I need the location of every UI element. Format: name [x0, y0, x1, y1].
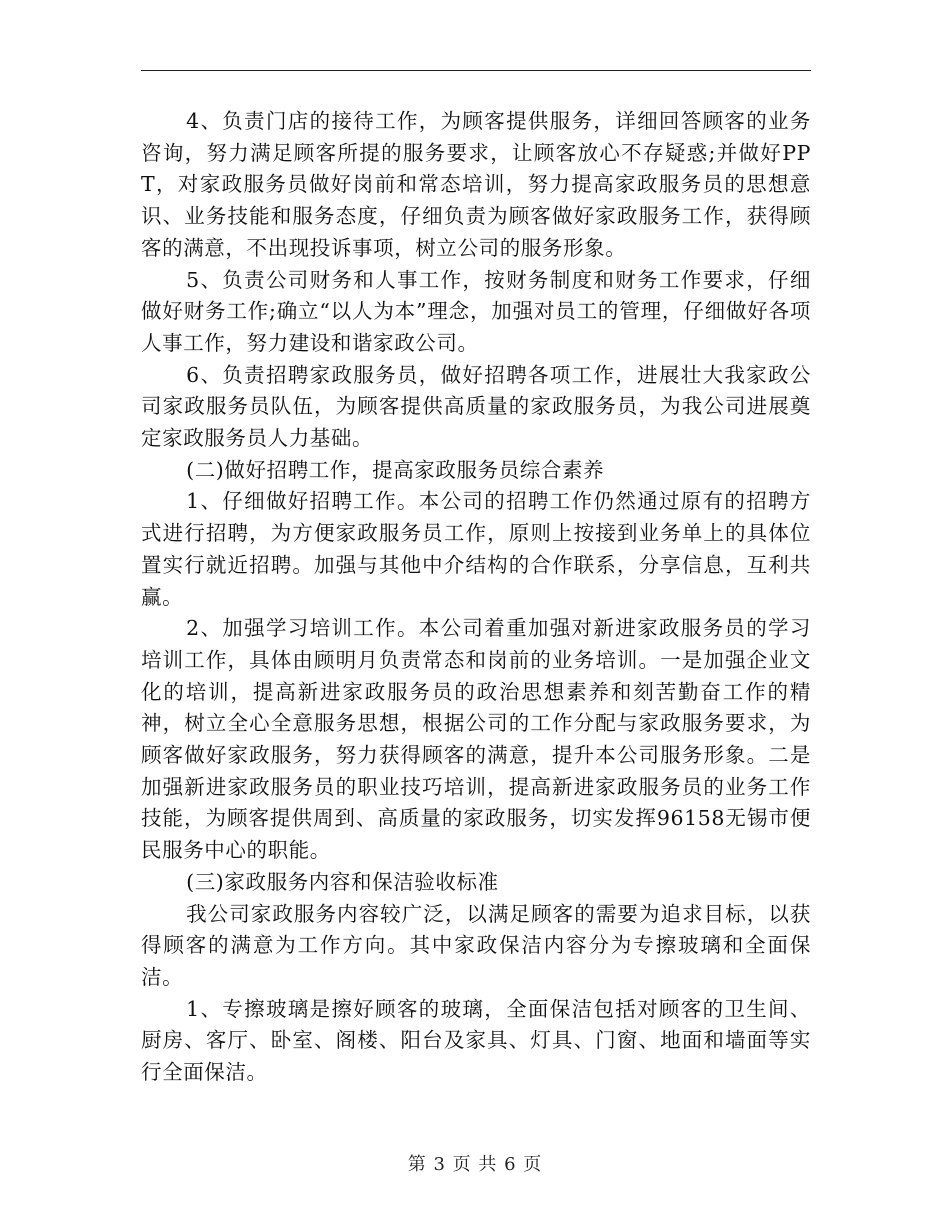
header-rule — [141, 70, 811, 71]
document-body — [141, 106, 811, 1089]
paragraph-recruitment-1: 1、仔细做好招聘工作。本公司的招聘工作仍然通过原有的招聘方式进行招聘，为方便家政服务员工作，原则上按接到业务单上的具体位置实行就近招聘。加强与其他中介结构的合作联系，分享信息，互利共赢。 — [141, 489, 811, 609]
section-heading-service-content: (三)家政服务内容和保洁验收标准 — [186, 869, 499, 894]
paragraph-duty-5: 5、负责公司财务和人事工作，按财务制度和财务工作要求，仔细做好财务工作;确立“以人为本”理念，加强对员工的管理，仔细做好各项人事工作，努力建设和谐家政公司。 — [141, 267, 811, 355]
paragraph-duty-4: 4、负责门店的接待工作，为顾客提供服务，详细回答顾客的业务咨询，努力满足顾客所提的服务要求，让顾客放心不存疑惑;并做好PPT，对家政服务员做好岗前和常态培训，努力提高家政服务员的思想意识、业务技能和服务态度，仔细负责为顾客做好家政服务工作，获得顾客的满意，不出现投诉事项，树立公司的服务形象。 — [141, 109, 811, 260]
paragraph-service-scope: 我公司家政服务内容较广泛，以满足顾客的需要为追求目标，以获得顾客的满意为工作方向。其中家政保洁内容分为专擦玻璃和全面保洁。 — [141, 901, 811, 989]
paragraph-cleaning-1: 1、专擦玻璃是擦好顾客的玻璃，全面保洁包括对顾客的卫生间、厨房、客厅、卧室、阁楼、阳台及家具、灯具、门窗、地面和墙面等实行全面保洁。 — [141, 996, 811, 1085]
paragraph-training-2: 2、加强学习培训工作。本公司着重加强对新进家政服务员的学习培训工作，具体由顾明月负责常态和岗前的业务培训。一是加强企业文化的培训，提高新进家政服务员的政治思想素养和刻苦勤奋工作的精神，树立全心全意服务思想，根据公司的工作分配与家政服务要求，为顾客做好家政服务，努力获得顾客的满意，提升本公司服务形象。二是加强新进家政服务员的职业技巧培训，提高新进家政服务员的业务工作技能，为顾客提供周到、高质量的家政服务，切实发挥96158无锡市便民服务中心的职能。 — [141, 616, 811, 863]
paragraph-duty-6: 6、负责招聘家政服务员，做好招聘各项工作，进展壮大我家政公司家政服务员队伍，为顾客提供高质量的家政服务员，为我公司进展奠定家政服务员人力基础。 — [141, 362, 811, 451]
page-number: 第 3 页 共 6 页 — [407, 1154, 543, 1175]
section-heading-recruitment: (二)做好招聘工作，提高家政服务员综合素养 — [186, 457, 605, 482]
